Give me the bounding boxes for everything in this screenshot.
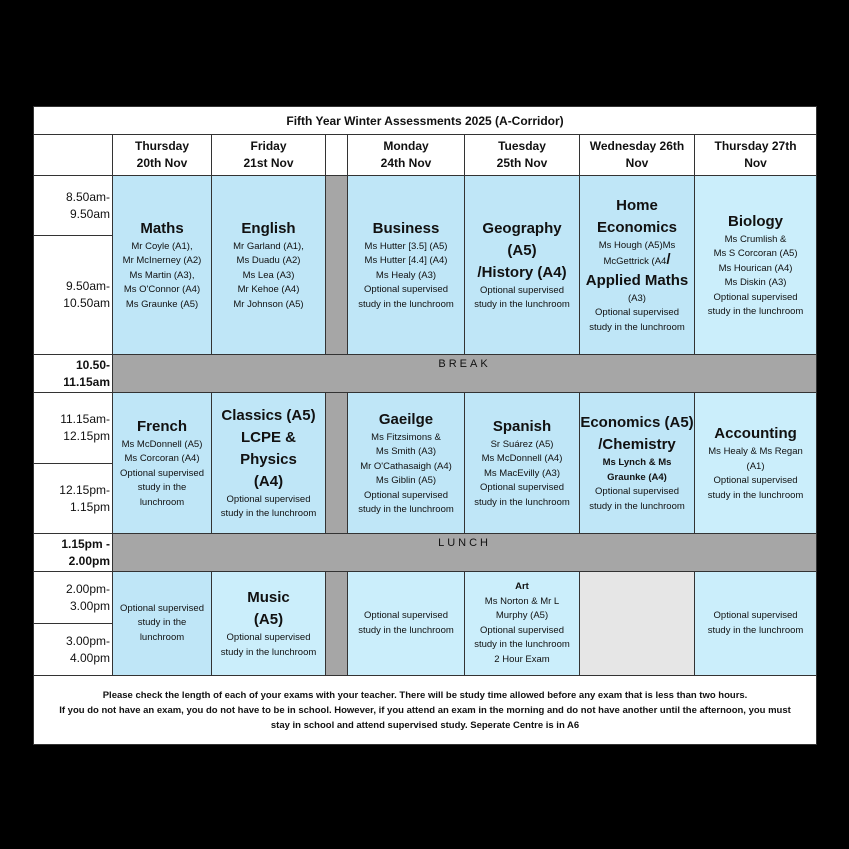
time-slot-break: 10.50- 11.15am [34,355,113,393]
time-slot-lunch: 1.15pm - 2.00pm [34,534,113,572]
study-cell: Optional supervised study in the lunchroom [113,572,212,676]
exam-cell-biology: Biology Ms Crumlish & Ms S Corcoran (A5) Ms Hourican (A4) Ms Diskin (A3) Optional supervised study in the lunchroom [695,176,817,355]
exam-cell-gaeilge: Gaeilge Ms Fitzsimons & Ms Smith (A3) Mr O'Cathasaigh (A4) Ms Giblin (A5) Optional supervised study in the lunchroom [348,393,465,534]
exam-cell-music: Music (A5) Optional supervised study in the lunchroom [212,572,326,676]
time-slot: 11.15am- 12.15pm [34,393,113,464]
footer-note: Please check the length of each of your exams with your teacher. There will be study time allowed before any exam that is less than two hours. If you do not have an exam, you do not have to be in school. However, if you attend an exam in the morning and do not have another until the afternoon, you must stay in school and attend supervised study. Seperate Centre is in A6 [34,676,817,745]
timetable [33,106,817,745]
exam-cell-classics-lcpe-physics: Classics (A5) LCPE & Physics (A4) Optional supervised study in the lunchroom [212,393,326,534]
exam-cell-spanish: Spanish Sr Suárez (A5) Ms McDonnell (A4) Ms MacEvilly (A3) Optional supervised study in the lunchroom [465,393,580,534]
time-slot: 12.15pm- 1.15pm [34,464,113,534]
time-slot: 8.50am- 9.50am [34,176,113,236]
empty-cell [580,572,695,676]
exam-cell-economics-chemistry: Economics (A5) /Chemistry Ms Lynch & Ms Graunke (A4) Optional supervised study in the lunchroom [580,393,695,534]
day-header-row [34,135,817,176]
weekend-divider [326,393,348,534]
time-slot: 2.00pm- 3.00pm [34,572,113,624]
exam-cell-business: Business Ms Hutter [3.5] (A5) Ms Hutter [4.4] (A4) Ms Healy (A3) Optional supervised study in the lunchroom [348,176,465,355]
exam-cell-geography-history: Geography (A5) /History (A4) Optional supervised study in the lunchroom [465,176,580,355]
exam-cell-maths: Maths Mr Coyle (A1), Mr McInerney (A2) Ms Martin (A3), Ms O'Connor (A4) Ms Graunke (A5) [113,176,212,355]
weekend-divider [326,572,348,676]
corner-cell [34,135,113,176]
break-band: BREAK [113,355,817,393]
exam-cell-art: Art Ms Norton & Mr L Murphy (A5) Optional supervised study in the lunchroom 2 Hour Exam [465,572,580,676]
exam-cell-home-economics: Home Economics Ms Hough (A5)Ms McGettrick (A4/ Applied Maths (A3) Optional supervised study in the lunchroom [580,176,695,355]
weekend-divider [326,176,348,355]
day-header: Tuesday 25th Nov [465,135,580,176]
day-header: Thursday 20th Nov [113,135,212,176]
page-title: Fifth Year Winter Assessments 2025 (A-Corridor) [34,107,817,135]
time-slot: 9.50am- 10.50am [34,236,113,355]
exam-cell-accounting: Accounting Ms Healy & Ms Regan (A1) Optional supervised study in the lunchroom [695,393,817,534]
exam-cell-french: French Ms McDonnell (A5) Ms Corcoran (A4) Optional supervised study in the lunchroom [113,393,212,534]
weekend-divider [326,135,348,176]
study-cell: Optional supervised study in the lunchroom [348,572,465,676]
day-header: Wednesday 26th Nov [580,135,695,176]
day-header: Thursday 27th Nov [695,135,817,176]
day-header: Friday 21st Nov [212,135,326,176]
time-slot: 3.00pm- 4.00pm [34,624,113,676]
lunch-band: LUNCH [113,534,817,572]
exam-cell-english: English Mr Garland (A1), Ms Duadu (A2) Ms Lea (A3) Mr Kehoe (A4) Mr Johnson (A5) [212,176,326,355]
day-header: Monday 24th Nov [348,135,465,176]
study-cell: Optional supervised study in the lunchroom [695,572,817,676]
